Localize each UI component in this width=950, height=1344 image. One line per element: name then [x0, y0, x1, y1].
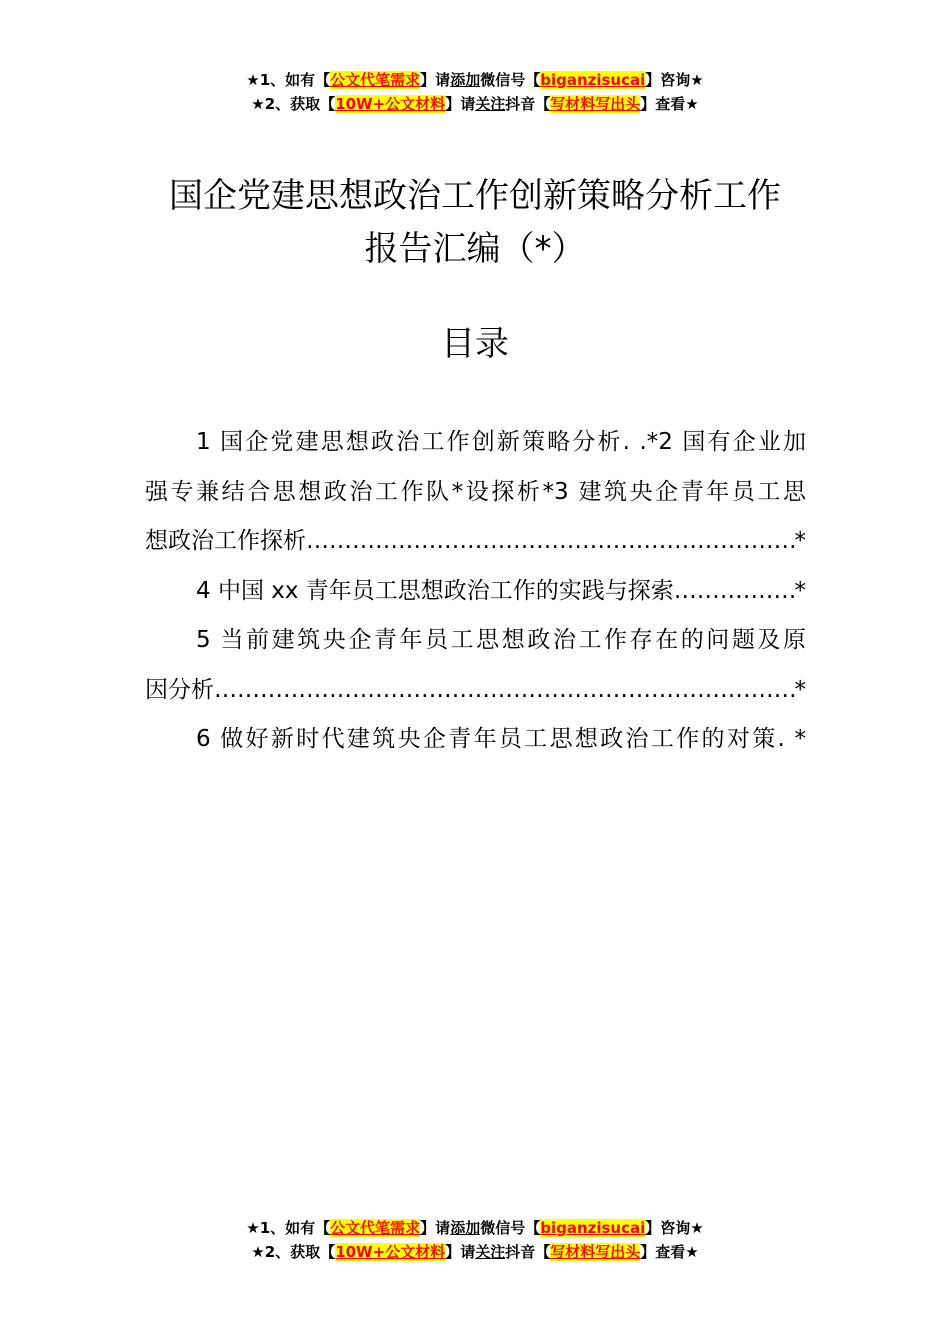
promo-text: 】请: [445, 1243, 476, 1261]
toc-page-number: *: [794, 577, 806, 604]
promo-highlight: biganzisucai: [540, 1219, 646, 1237]
promo-text: 微信号【: [480, 1219, 541, 1237]
promo-text: 】查看★: [640, 1243, 699, 1261]
promo-text: 】请: [420, 71, 451, 89]
title-line-1: 国企党建思想政治工作创新策略分析工作: [169, 176, 781, 216]
promo-banner-top: [0, 68, 950, 116]
promo-text: 抖音【: [505, 1243, 551, 1261]
toc-line: [0, 468, 950, 518]
toc-line: [0, 517, 950, 567]
promo-text: 抖音【: [505, 95, 551, 113]
promo-highlight: biganzisucai: [540, 71, 646, 89]
promo-text: 】请: [420, 1219, 451, 1237]
promo-text: ★2、获取【: [251, 1243, 336, 1261]
toc-entry-text: 5 当前建筑央企青年员工思想政治工作存在的问题及原: [196, 627, 806, 653]
promo-text: 】查看★: [640, 95, 699, 113]
promo-text: ★1、如有【: [246, 71, 331, 89]
promo-highlight: 10W+公文材料: [335, 1243, 446, 1261]
toc-entry-text: 1 国企党建思想政治工作创新策略分析. .*2 国有企业加: [196, 429, 806, 455]
toc-leader-dots: [214, 666, 795, 716]
promo-line-1: [0, 1216, 950, 1240]
toc-entry-text: 想政治工作探析: [145, 528, 306, 554]
toc-line: [0, 567, 950, 617]
toc-leader-dots: [674, 567, 795, 617]
promo-line-2: [0, 92, 950, 116]
toc-entry-text: 因分析: [145, 676, 214, 703]
promo-text: 】咨询★: [645, 71, 704, 89]
promo-text: 】请: [445, 95, 476, 113]
title-line-2: 报告汇编（*）: [364, 229, 586, 269]
table-of-contents: [0, 418, 950, 765]
toc-heading: 目录: [441, 324, 509, 364]
promo-line-1: [0, 68, 950, 92]
promo-underline: 关注: [475, 95, 506, 113]
promo-highlight: 写材料写出头: [550, 95, 641, 113]
toc-entry-text: 强专兼结合思想政治工作队*设探析*3 建筑央企青年员工思: [145, 478, 806, 505]
toc-line: [0, 666, 950, 716]
promo-highlight: 公文代笔需求: [330, 1219, 421, 1237]
promo-text: ★1、如有【: [246, 1219, 331, 1237]
toc-entry-text: 4 中国 xx 青年员工思想政治工作的实践与探索: [196, 577, 674, 604]
promo-underline: 添加: [450, 1219, 481, 1237]
promo-underline: 添加: [450, 71, 481, 89]
toc-page-number: *: [794, 676, 806, 703]
promo-underline: 关注: [475, 1243, 506, 1261]
promo-highlight: 写材料写出头: [550, 1243, 641, 1261]
document-title: [0, 170, 950, 276]
promo-highlight: 10W+公文材料: [335, 95, 446, 113]
promo-text: ★2、获取【: [251, 95, 336, 113]
promo-text: 微信号【: [480, 71, 541, 89]
toc-line: [0, 616, 950, 666]
promo-line-2: [0, 1240, 950, 1264]
toc-entry-text: 6 做好新时代建筑央企青年员工思想政治工作的对策. *: [196, 726, 806, 752]
toc-line: [0, 715, 950, 765]
toc-line: [0, 418, 950, 468]
toc-leader-dots: [306, 517, 795, 567]
toc-page-number: *: [794, 528, 806, 554]
promo-highlight: 公文代笔需求: [330, 71, 421, 89]
promo-text: 】咨询★: [645, 1219, 704, 1237]
promo-banner-bottom: [0, 1216, 950, 1264]
